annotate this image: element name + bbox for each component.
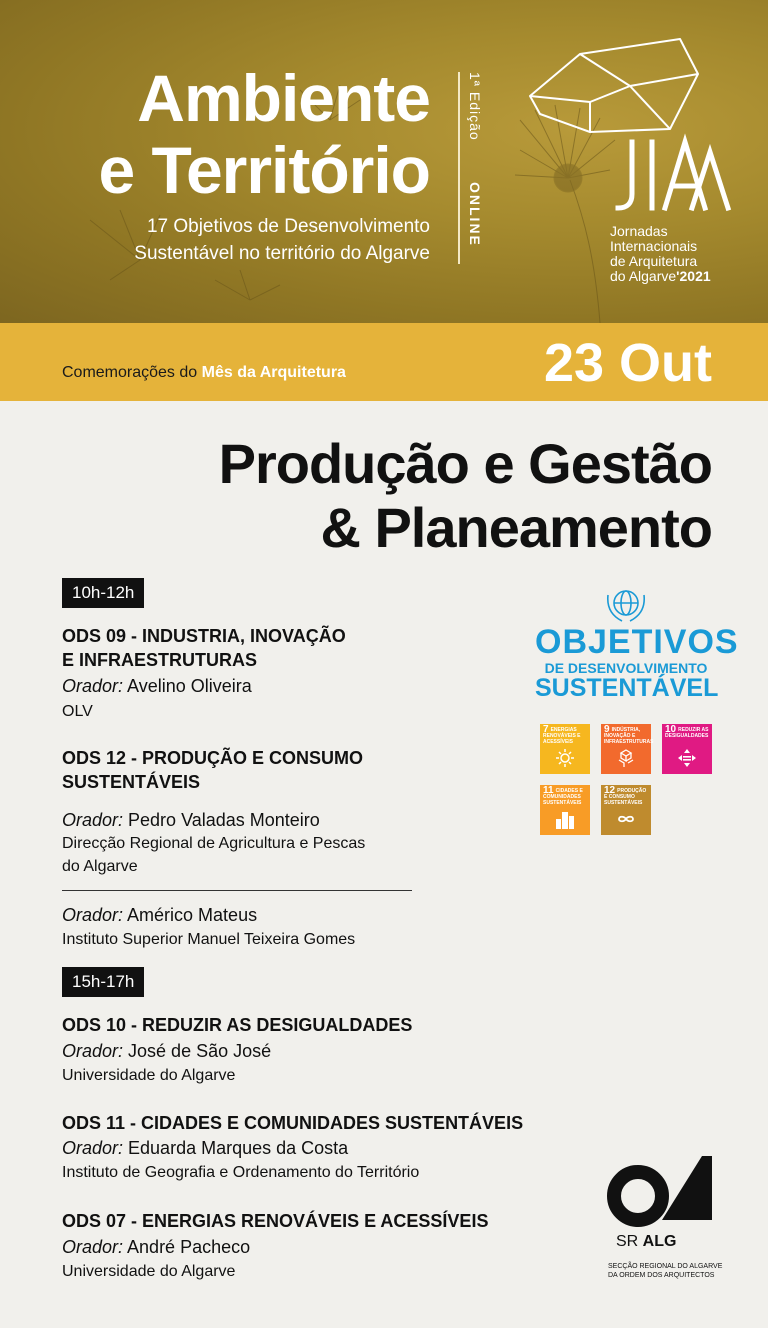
ods09-speaker-name: Avelino Oliveira xyxy=(123,676,252,696)
jia-description xyxy=(610,224,711,284)
sralg-sr: SR xyxy=(616,1233,643,1250)
speaker-separator xyxy=(62,890,412,891)
jia-line1: Jornadas xyxy=(610,223,668,239)
sdg-tile-9 xyxy=(601,724,654,774)
session-theme-line2: & Planeamento xyxy=(320,496,712,559)
ods07-title: ODS 07 - ENERGIAS RENOVÁVEIS E ACESSÍVEIS xyxy=(62,1211,489,1231)
infinity-icon xyxy=(616,809,636,829)
jia-letters-text: JIAA xyxy=(610,123,644,140)
afternoon-time-badge: 15h-17h xyxy=(62,967,144,997)
sralg-alg: ALG xyxy=(642,1233,677,1250)
un-emblem-icon xyxy=(602,585,650,625)
cubes-icon xyxy=(616,748,636,768)
sdg-tile-number: 11 xyxy=(543,785,554,796)
celebration-highlight: Mês da Arquitetura xyxy=(201,364,346,381)
ods10-speaker-name: José de São José xyxy=(123,1041,272,1061)
jia-letters-logo xyxy=(610,123,730,216)
sralg-fullname xyxy=(608,1262,738,1280)
jia-line2: Internacionais xyxy=(610,238,698,254)
celebration-text xyxy=(62,364,346,382)
sdg-tile-label: ENERGIAS RENOVÁVEIS E ACESSÍVEIS xyxy=(543,727,581,745)
ods09-title-line1: ODS 09 - INDUSTRIA, INOVAÇÃO xyxy=(62,626,346,646)
ods09-institution: OLV xyxy=(62,703,93,720)
speaker-prefix: Orador: xyxy=(62,810,124,830)
jia-line3: de Arquitetura xyxy=(610,253,698,269)
speaker-prefix: Orador: xyxy=(62,1041,124,1061)
sdg-heading-line1: OBJETIVOS xyxy=(535,623,739,661)
sralg-name xyxy=(616,1233,676,1251)
session-theme-line1: Produção e Gestão xyxy=(218,432,712,495)
ods12-speaker-a-name: Pedro Valadas Monteiro xyxy=(123,810,320,830)
sdg-tile-number: 9 xyxy=(604,724,610,735)
celebration-prefix: Comemorações do xyxy=(62,364,202,381)
sdg-tile-10 xyxy=(662,724,712,774)
ods12-title-line1: ODS 12 - PRODUÇÃO E CONSUMO xyxy=(62,748,364,768)
event-title-line2: e Território xyxy=(98,133,430,207)
event-subtitle-line1: 17 Objetivos de Desenvolvimento xyxy=(146,216,430,237)
sdg-tile-label: PRODUÇÃO E CONSUMO SUSTENTÁVEIS xyxy=(604,788,647,806)
event-date: 23 Out xyxy=(543,333,712,393)
ods12-speaker-b xyxy=(62,903,257,927)
morning-time-badge: 10h-12h xyxy=(62,578,144,608)
sralg-fullname-line1: SECÇÃO REGIONAL DO ALGARVE xyxy=(608,1263,723,1270)
ods11-speaker xyxy=(62,1136,348,1160)
jia-building-logo xyxy=(520,34,710,144)
speaker-prefix: Orador: xyxy=(62,1138,124,1158)
sdg-tile-label: CIDADES E COMUNIDADES SUSTENTÁVEIS xyxy=(543,788,583,806)
ods09-speaker xyxy=(62,674,252,698)
sun-power-icon xyxy=(555,748,575,768)
date-band xyxy=(0,323,768,401)
sdg-tile-number: 12 xyxy=(604,785,616,796)
jia-line4-wrap xyxy=(610,269,711,284)
ods12-institution-b: Instituto Superior Manuel Teixeira Gomes xyxy=(62,931,356,948)
equality-arrows-icon xyxy=(677,748,697,768)
ods10-speaker xyxy=(62,1039,271,1063)
ods09-title-line2: E INFRAESTRUTURAS xyxy=(62,650,258,670)
speaker-prefix: Orador: xyxy=(62,676,124,696)
sdg-tile-number: 10 xyxy=(665,724,677,735)
event-subtitle xyxy=(134,213,430,267)
jia-line4: do Algarve xyxy=(610,268,677,284)
sralg-fullname-line2: DA ORDEM DOS ARQUITECTOS xyxy=(608,1272,715,1279)
header-divider xyxy=(458,72,460,264)
sdg-heading-line3: SUSTENTÁVEL xyxy=(535,674,719,702)
ods07-speaker xyxy=(62,1235,250,1259)
ods10-institution: Universidade do Algarve xyxy=(62,1067,236,1084)
city-buildings-icon xyxy=(555,809,575,829)
ods07-institution: Universidade do Algarve xyxy=(62,1263,236,1280)
ods11-title: ODS 11 - CIDADES E COMUNIDADES SUSTENTÁVEIS xyxy=(62,1113,524,1133)
edition-label: 1ª Edição xyxy=(467,72,483,141)
session-theme-title xyxy=(219,432,712,560)
ordem-arquitectos-logo xyxy=(606,1150,716,1240)
sdg-tile-12 xyxy=(601,785,651,835)
ods11-institution: Instituto de Geografia e Ordenamento do Território xyxy=(62,1164,420,1181)
event-title-line1: Ambiente xyxy=(137,61,430,135)
sdg-heading xyxy=(535,623,739,702)
ods07-speaker-name: André Pacheco xyxy=(123,1237,251,1257)
jia-year: '2021 xyxy=(676,268,711,284)
online-label: ONLINE xyxy=(467,182,483,247)
speaker-prefix: Orador: xyxy=(62,905,124,925)
speaker-prefix: Orador: xyxy=(62,1237,124,1257)
sdg-tile-7 xyxy=(540,724,590,774)
event-title xyxy=(98,62,430,206)
event-subtitle-line2: Sustentável no território do Algarve xyxy=(134,243,430,264)
ods12-institution-a-line2: do Algarve xyxy=(62,858,138,875)
hero-banner xyxy=(0,0,768,323)
sdg-tile-11 xyxy=(540,785,590,835)
sdg-tile-label: REDUZIR AS DESIGUALDADES xyxy=(665,727,709,739)
sdg-tile-label: INDÚSTRIA, INOVAÇÃO E INFRAESTRUTURAS xyxy=(604,727,654,745)
ods12-institution-a-line1: Direcção Regional de Agricultura e Pescas xyxy=(62,835,366,852)
ods11-speaker-name: Eduarda Marques da Costa xyxy=(123,1138,349,1158)
ods10-title: ODS 10 - REDUZIR AS DESIGUALDADES xyxy=(62,1015,413,1035)
ods12-speaker-a xyxy=(62,808,320,832)
ods12-title-line2: SUSTENTÁVEIS xyxy=(62,772,201,792)
sdg-tile-number: 7 xyxy=(543,724,549,735)
sdg-heading-line2: DE DESENVOLVIMENTO xyxy=(544,660,708,676)
ods12-speaker-b-name: Américo Mateus xyxy=(123,905,258,925)
